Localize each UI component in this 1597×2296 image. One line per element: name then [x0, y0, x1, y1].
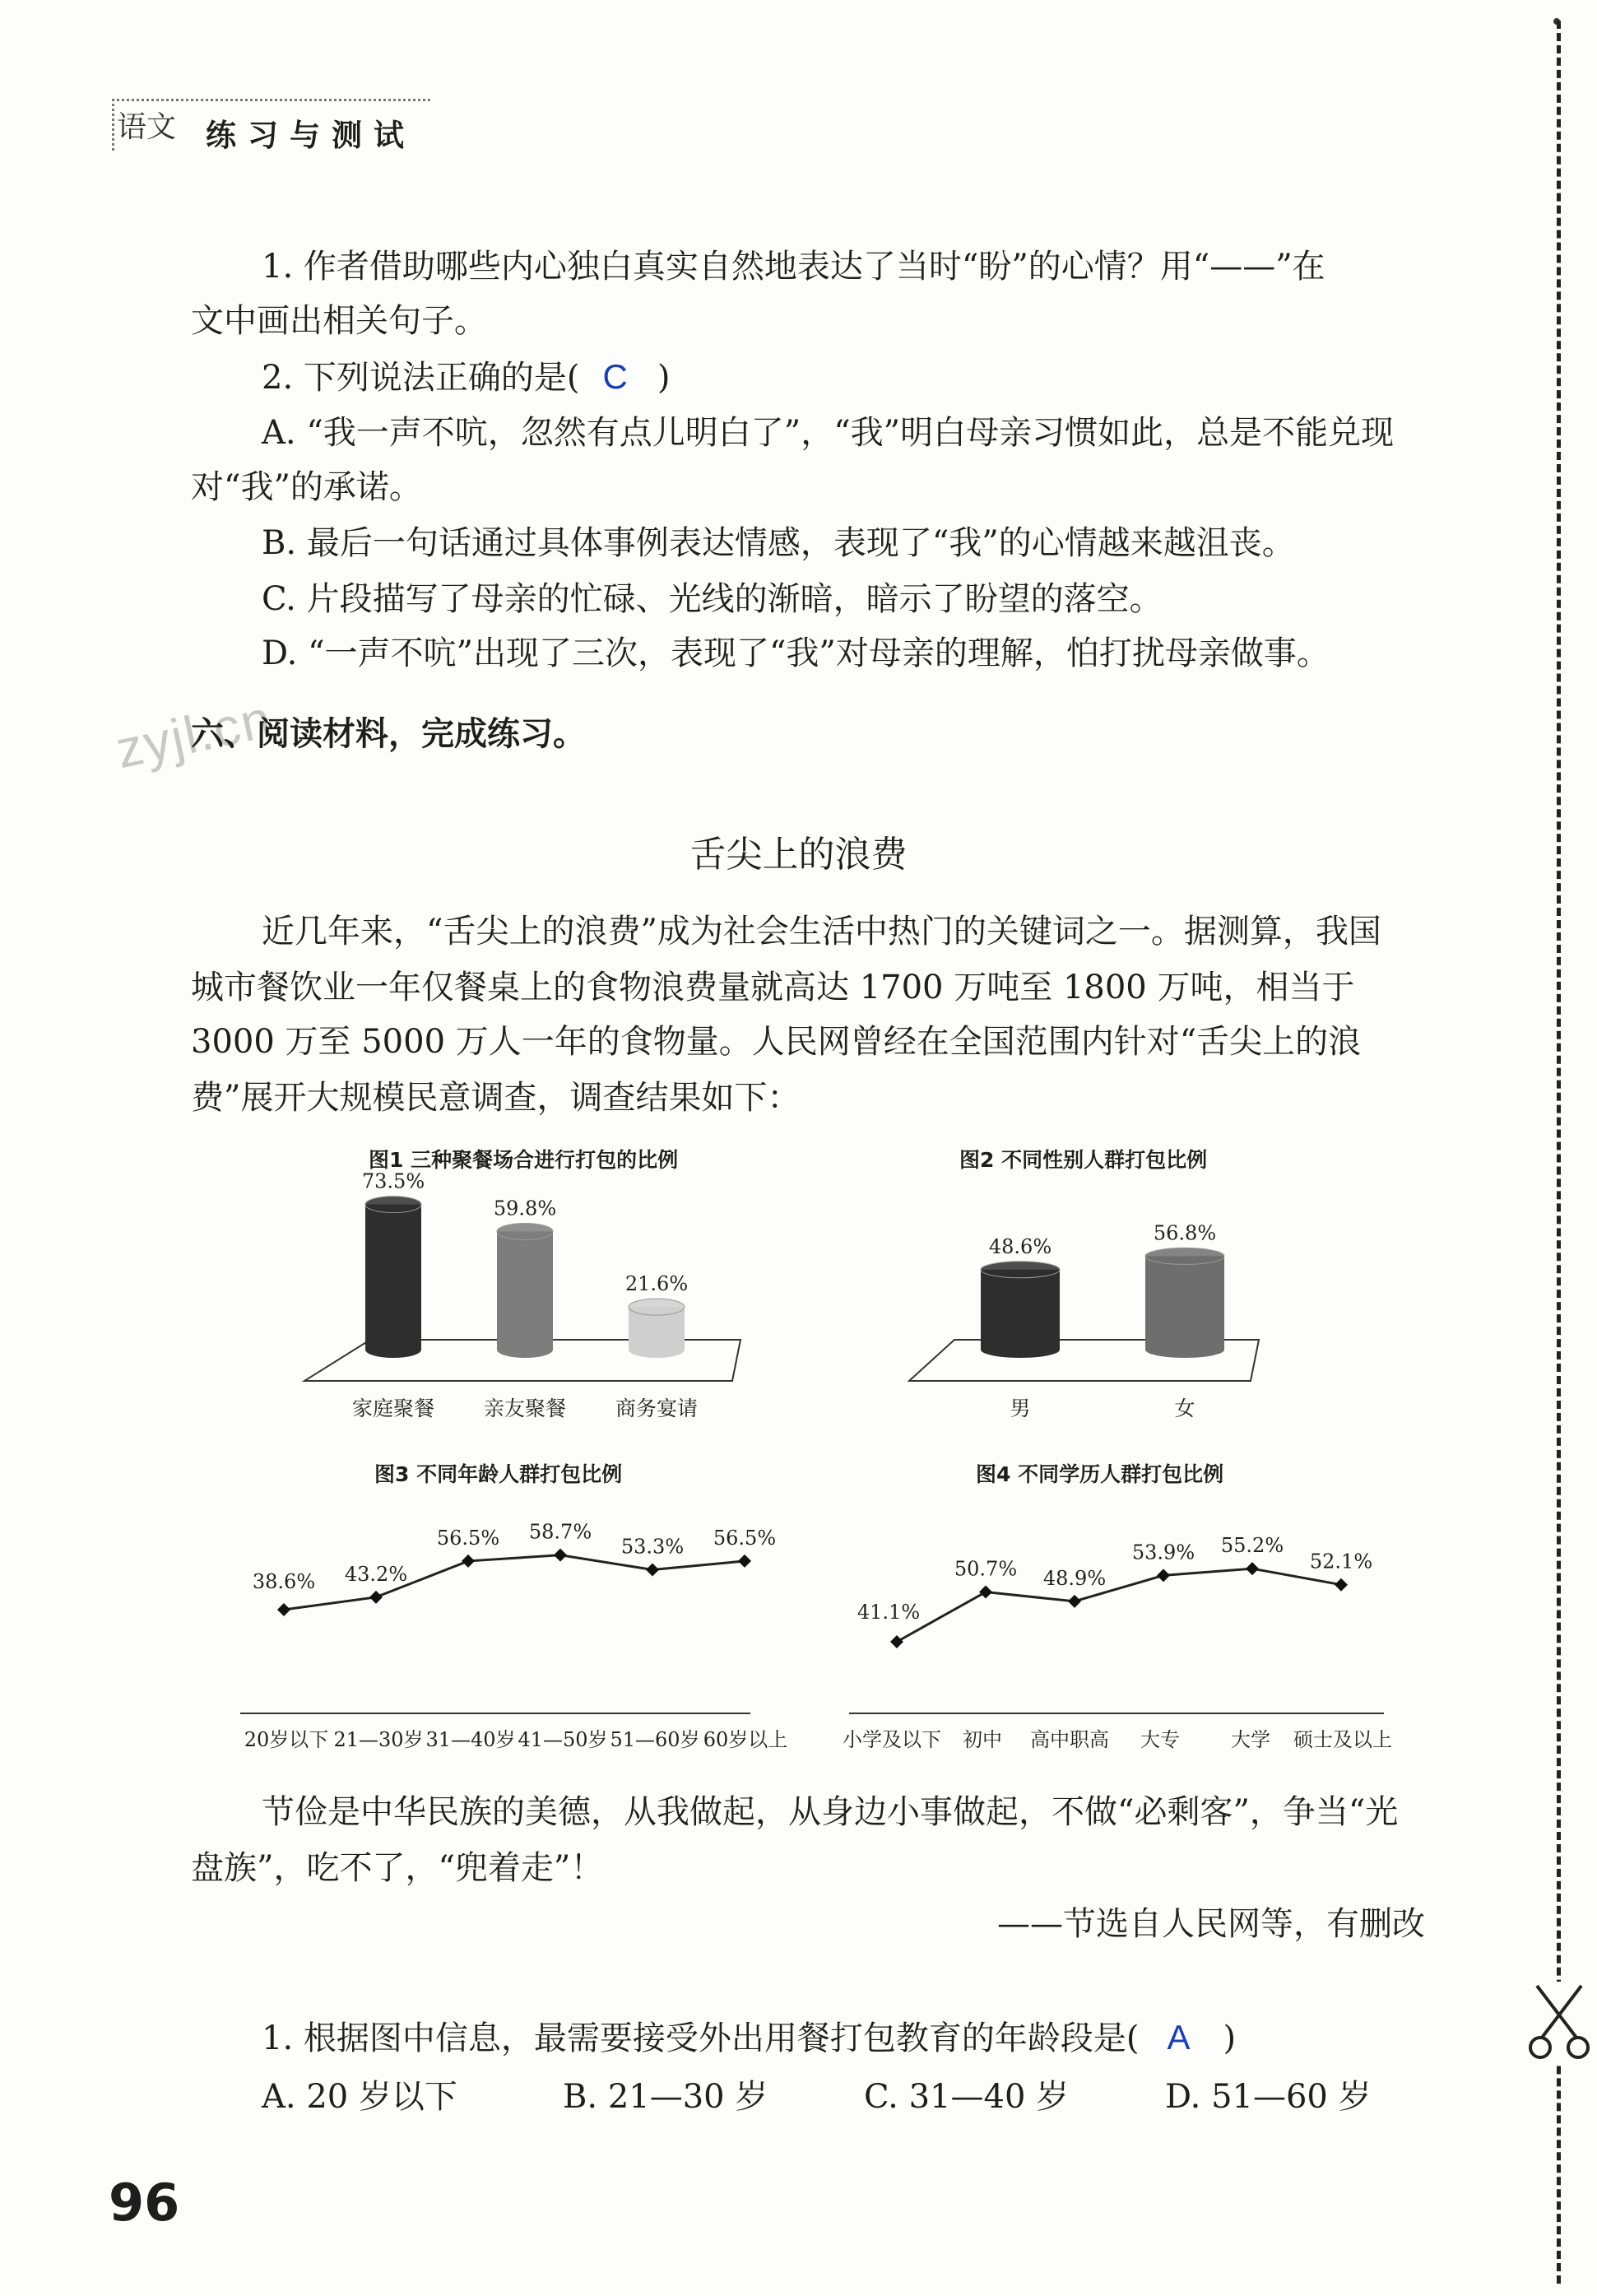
article-source: ——节选自人民网等，有删改 [997, 1905, 1425, 1943]
question-2-suffix: ) [657, 359, 671, 397]
category-label: 男 [1010, 1397, 1031, 1420]
data-point [1157, 1569, 1170, 1582]
data-label: 55.2% [1220, 1534, 1284, 1558]
data-label: 52.1% [1309, 1550, 1373, 1573]
data-point [890, 1635, 903, 1648]
data-point [462, 1555, 475, 1568]
bottom-question-1-suffix: ) [1223, 2019, 1237, 2057]
bar-top-1 [981, 1262, 1060, 1278]
data-label: 56.8% [1153, 1221, 1217, 1245]
article-paragraph-2-line-2: 盘族”，吃不了，“兜着走”！ [191, 1849, 604, 1887]
bottom-option-b: B. 21—30 岁 [563, 2078, 768, 2116]
option-b: B. 最后一句话通过具体事例表达情感，表现了“我”的心情越来越沮丧。 [262, 524, 1295, 562]
option-d: D. “一声不吭”出现了三次，表现了“我”对母亲的理解，怕打扰母亲做事。 [262, 634, 1330, 672]
chart-3-line [230, 1490, 806, 1751]
data-point [1246, 1562, 1259, 1575]
page-number: 96 [109, 2173, 180, 2233]
data-point [738, 1555, 751, 1568]
cut-line [1557, 21, 1561, 2284]
scissors-icon [1529, 1982, 1590, 2064]
section-six-heading: 六、阅读材料，完成练习。 [191, 715, 586, 753]
bar-1 [365, 1205, 421, 1350]
tick-label: 21—30岁 [333, 1728, 424, 1751]
question-1-text: 1. 作者借助哪些内心独白真实自然地表达了当时“盼”的心情？用“——”在 [262, 248, 1325, 286]
question-2-stem [262, 357, 670, 397]
bottom-question-1-answer: A [1167, 2018, 1191, 2057]
option-c: C. 片段描写了母亲的忙碌、光线的渐暗，暗示了盼望的落空。 [262, 580, 1163, 618]
category-label: 家庭聚餐 [351, 1397, 435, 1420]
tick-label: 60岁以上 [703, 1728, 788, 1751]
tick-label: 大学 [1231, 1728, 1270, 1751]
tick-label: 51—60岁 [610, 1728, 700, 1751]
bottom-question-1-stem [262, 2018, 1236, 2058]
chart-4-title: 图4 不同学历人群打包比例 [976, 1462, 1224, 1486]
article-paragraph-1: 近几年来，“舌尖上的浪费”成为社会生活中热门的关键词之一。据测算，我国 [262, 913, 1381, 950]
data-point [369, 1591, 383, 1604]
bar-2 [497, 1231, 553, 1350]
data-label: 59.8% [493, 1197, 557, 1220]
bar-top-1 [365, 1197, 421, 1213]
question-1-text-cont: 文中画出相关句子。 [191, 302, 487, 340]
data-label: 21.6% [624, 1272, 689, 1296]
chart-2-bars [905, 1177, 1284, 1440]
article-paragraph-2: 节俭是中华民族的美德，从我做起，从身边小事做起，不做“必剩客”，争当“光 [262, 1793, 1399, 1831]
data-point [646, 1563, 659, 1576]
tick-label: 大专 [1140, 1728, 1180, 1751]
watermark: zyjl.cn [110, 688, 278, 780]
data-label: 56.5% [713, 1526, 777, 1550]
data-point [277, 1603, 290, 1616]
article-paragraph-1-line-4: 费”展开大规模民意调查，调查结果如下： [191, 1079, 801, 1117]
article-title: 舌尖上的浪费 [689, 834, 908, 876]
bar-2 [1145, 1256, 1224, 1350]
bar-base-3 [629, 1341, 685, 1358]
data-label: 41.1% [857, 1601, 921, 1624]
chart-1-title: 图1 三种聚餐场合进行打包的比例 [369, 1148, 679, 1172]
bar-base-2 [497, 1341, 553, 1358]
chart-1-bars [296, 1169, 757, 1440]
header-subject: 语文 [117, 110, 177, 144]
data-label: 43.2% [344, 1562, 408, 1586]
bottom-question-1-prefix: 1. 根据图中信息，最需要接受外出用餐打包教育的年龄段是( [262, 2019, 1140, 2057]
tick-label: 31—40岁 [425, 1728, 516, 1751]
data-label: 53.9% [1131, 1541, 1195, 1564]
article-paragraph-1-line-2: 城市餐饮业一年仅餐桌上的食物浪费量就高达 1700 万吨至 1800 万吨，相当于 [191, 969, 1355, 1006]
tick-label: 高中职高 [1030, 1728, 1109, 1751]
bar-base-1 [365, 1341, 421, 1358]
article-paragraph-1-line-3: 3000 万至 5000 万人一年的食物量。人民网曾经在全国范围内针对“舌尖上的浪 [191, 1023, 1362, 1061]
tick-label: 硕士及以上 [1293, 1728, 1392, 1751]
data-point [1068, 1595, 1081, 1608]
data-label: 53.3% [620, 1535, 685, 1559]
tick-label: 初中 [963, 1728, 1002, 1751]
bar-1 [981, 1270, 1060, 1350]
tick-label: 20岁以下 [244, 1728, 329, 1751]
category-label: 女 [1174, 1397, 1195, 1420]
question-2-answer: C [602, 357, 628, 396]
data-point [1335, 1578, 1348, 1592]
option-a: A. “我一声不吭，忽然有点儿明白了”，“我”明白母亲习惯如此，总是不能兑现 [262, 414, 1395, 452]
chart-3-title: 图3 不同年龄人群打包比例 [374, 1462, 623, 1486]
bottom-option-a: A. 20 岁以下 [262, 2078, 457, 2116]
data-point [979, 1586, 992, 1599]
tick-label: 小学及以下 [843, 1728, 941, 1751]
data-label: 50.7% [954, 1557, 1018, 1581]
bar-top-2 [497, 1223, 553, 1239]
data-label: 73.5% [361, 1169, 425, 1193]
bar-base-1 [981, 1341, 1060, 1358]
bar-base-2 [1145, 1341, 1224, 1358]
bottom-option-d: D. 51—60 岁 [1165, 2078, 1372, 2116]
question-2-prefix: 2. 下列说法正确的是( [262, 359, 580, 397]
bar-top-3 [629, 1299, 685, 1315]
category-label: 商务宴请 [615, 1397, 699, 1420]
bar-top-2 [1145, 1248, 1224, 1264]
chart-4-line [831, 1490, 1407, 1751]
bottom-option-c: C. 31—40 岁 [864, 2078, 1070, 2116]
data-point [554, 1549, 567, 1562]
header-book-title: 练习与测试 [206, 118, 415, 153]
option-a-cont: 对“我”的承诺。 [191, 468, 422, 506]
data-label: 48.6% [988, 1234, 1052, 1258]
tick-label: 41—50岁 [518, 1728, 608, 1751]
data-label: 56.5% [436, 1526, 500, 1550]
data-label: 58.7% [528, 1520, 592, 1544]
data-label: 38.6% [252, 1570, 316, 1593]
data-label: 48.9% [1042, 1566, 1107, 1590]
chart-2-title: 图2 不同性别人群打包比例 [959, 1148, 1208, 1172]
category-label: 亲友聚餐 [483, 1397, 567, 1420]
